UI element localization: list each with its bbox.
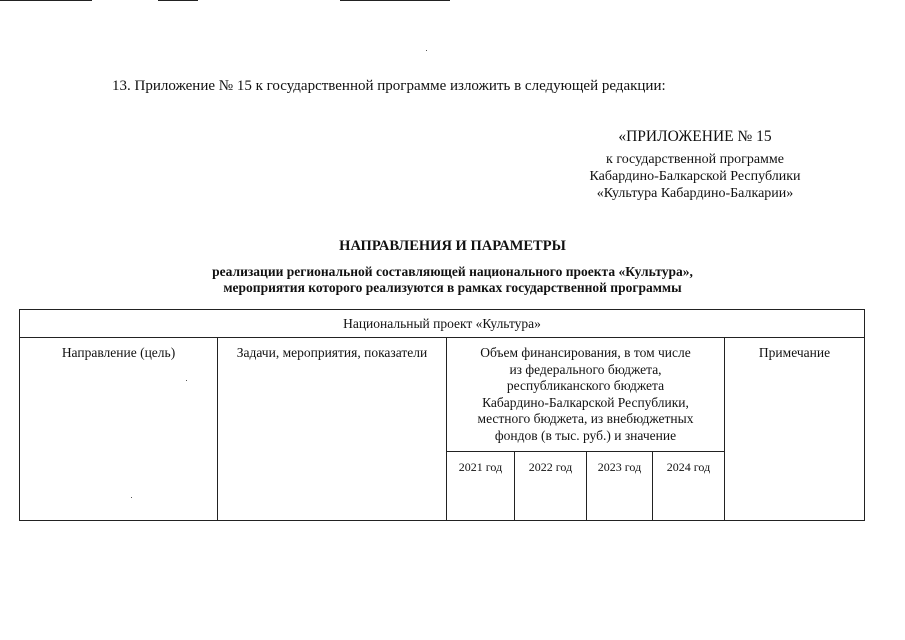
appendix-block — [560, 128, 830, 202]
scan-artifact-line — [340, 0, 450, 1]
year-header-2023: 2023 год — [587, 451, 653, 520]
financing-line: местного бюджета, из внебюджетных — [477, 411, 694, 427]
financing-line: фондов (в тыс. руб.) и значение — [494, 427, 677, 443]
column-header-financing — [447, 338, 725, 452]
column-header-note: Примечание — [725, 338, 865, 521]
financing-line: из федерального бюджета, — [509, 361, 662, 377]
scan-artifact-line — [158, 0, 198, 1]
appendix-line: Кабардино-Балкарской Республики — [589, 169, 801, 184]
financing-line: республиканского бюджета — [506, 378, 665, 394]
subheading-line: мероприятия которого реализуются в рамках государственной программы — [223, 280, 682, 295]
financing-line: Кабардино-Балкарской Республики, — [482, 394, 689, 410]
scan-speck — [426, 50, 427, 51]
directions-table — [19, 309, 865, 521]
scan-artifact-line — [0, 0, 92, 1]
column-header-direction: Направление (цель) — [20, 338, 218, 521]
column-header-tasks: Задачи, мероприятия, показатели — [218, 338, 447, 521]
appendix-title: «ПРИЛОЖЕНИЕ № 15 — [618, 128, 772, 145]
national-project-cell: Национальный проект «Культура» — [20, 310, 865, 338]
intro-paragraph: 13. Приложение № 15 к государственной программе изложить в следующей редакции: — [112, 78, 666, 94]
year-header-2021: 2021 год — [447, 451, 515, 520]
subheading-line: реализации региональной составляющей национального проекта «Культура», — [212, 264, 693, 279]
year-header-2024: 2024 год — [653, 451, 725, 520]
financing-line: Объем финансирования, в том числе — [480, 345, 691, 361]
document-subheading — [0, 264, 905, 296]
appendix-line: к государственной программе — [606, 152, 784, 167]
appendix-line: «Культура Кабардино-Балкарии» — [596, 186, 794, 201]
document-heading: НАПРАВЛЕНИЯ И ПАРАМЕТРЫ — [339, 238, 566, 254]
year-header-2022: 2022 год — [515, 451, 587, 520]
